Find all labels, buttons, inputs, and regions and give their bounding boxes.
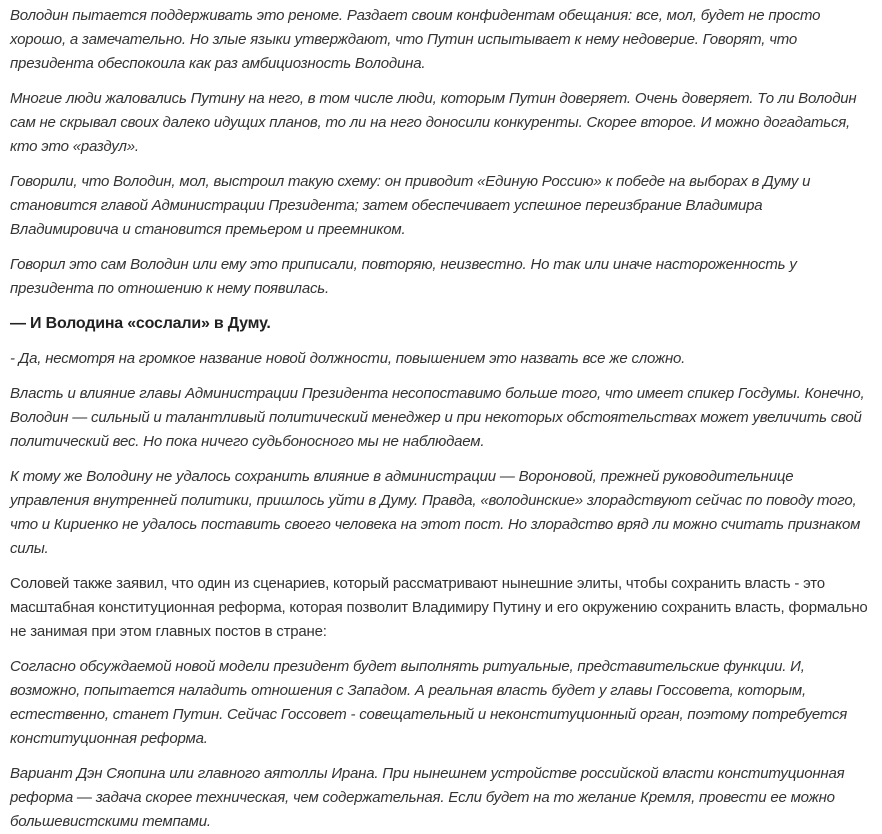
- quote-paragraph: Говорили, что Володин, мол, выстроил такую схему: он приводит «Единую Россию» к победе на выборах в Думу и становится главой Администрации Президента; затем обеспечивает успешное переизбрание Владимира Владимировича и становится премьером и преемником.: [10, 173, 811, 238]
- narration-paragraph: Соловей также заявил, что один из сценариев, который рассматривают нынешние элиты, чтобы сохранить власть - это масштабная конституционная реформа, которая позволит Владимиру Путину и его окружению сохранить власть, формально не занимая при этом главных постов в стране:: [10, 575, 868, 640]
- dialogue-question-bold: — И Володина «сослали» в Думу.: [10, 315, 271, 332]
- quote-paragraph: К тому же Володину не удалось сохранить влияние в администрации — Вороновой, прежней руководительнице управления внутренней политики, пришлось уйти в Думу. Правда, «володинские» злорадствуют сейчас по поводу того, что и Кириенко не удалось поставить своего человека на этот пост. Но злорадство вряд ли можно считать признаком силы.: [10, 468, 861, 557]
- quote-paragraph: Говорил это сам Володин или ему это приписали, повторяю, неизвестно. Но так или иначе настороженность у президента по отношению к нему появилась.: [10, 256, 797, 297]
- quote-paragraph: Володин пытается поддерживать это реноме. Раздает своим конфидентам обещания: все, мол, будет не просто хорошо, а замечательно. Но злые языки утверждают, что Путин испытывает к нему недоверие. Говорят, что президента обеспокоила как раз амбициозность Володина.: [10, 7, 821, 72]
- quote-paragraph: Вариант Дэн Сяопина или главного аятоллы Ирана. При нынешнем устройстве российской власти конституционная реформа — задача скорее техническая, чем содержательная. Если будет на то желание Кремля, провести ее можно большевистскими темпами.: [10, 765, 845, 830]
- dialogue-answer: - Да, несмотря на громкое название новой должности, повышением это назвать все же сложно.: [10, 350, 686, 367]
- quote-paragraph: Многие люди жаловались Путину на него, в том числе люди, которым Путин доверяет. Очень доверяет. То ли Володин сам не скрывал своих далеко идущих планов, то ли на него доносили конкуренты. Скорее второе. И можно догадаться, кто это «раздул».: [10, 90, 857, 155]
- quote-paragraph: Власть и влияние главы Администрации Президента несопоставимо больше того, что имеет спикер Госдумы. Конечно, Володин — сильный и талантливый политический менеджер и при некоторых обстоятельствах может увеличить свой политический вес. Но пока ничего судьбоносного мы не наблюдаем.: [10, 385, 865, 450]
- quote-paragraph: Согласно обсуждаемой новой модели президент будет выполнять ритуальные, представительские функции. И, возможно, попытается наладить отношения с Западом. А реальная власть будет у главы Госсовета, которым, естественно, станет Путин. Сейчас Госсовет - совещательный и неконституционный орган, поэтому потребуется конституционная реформа.: [10, 658, 848, 747]
